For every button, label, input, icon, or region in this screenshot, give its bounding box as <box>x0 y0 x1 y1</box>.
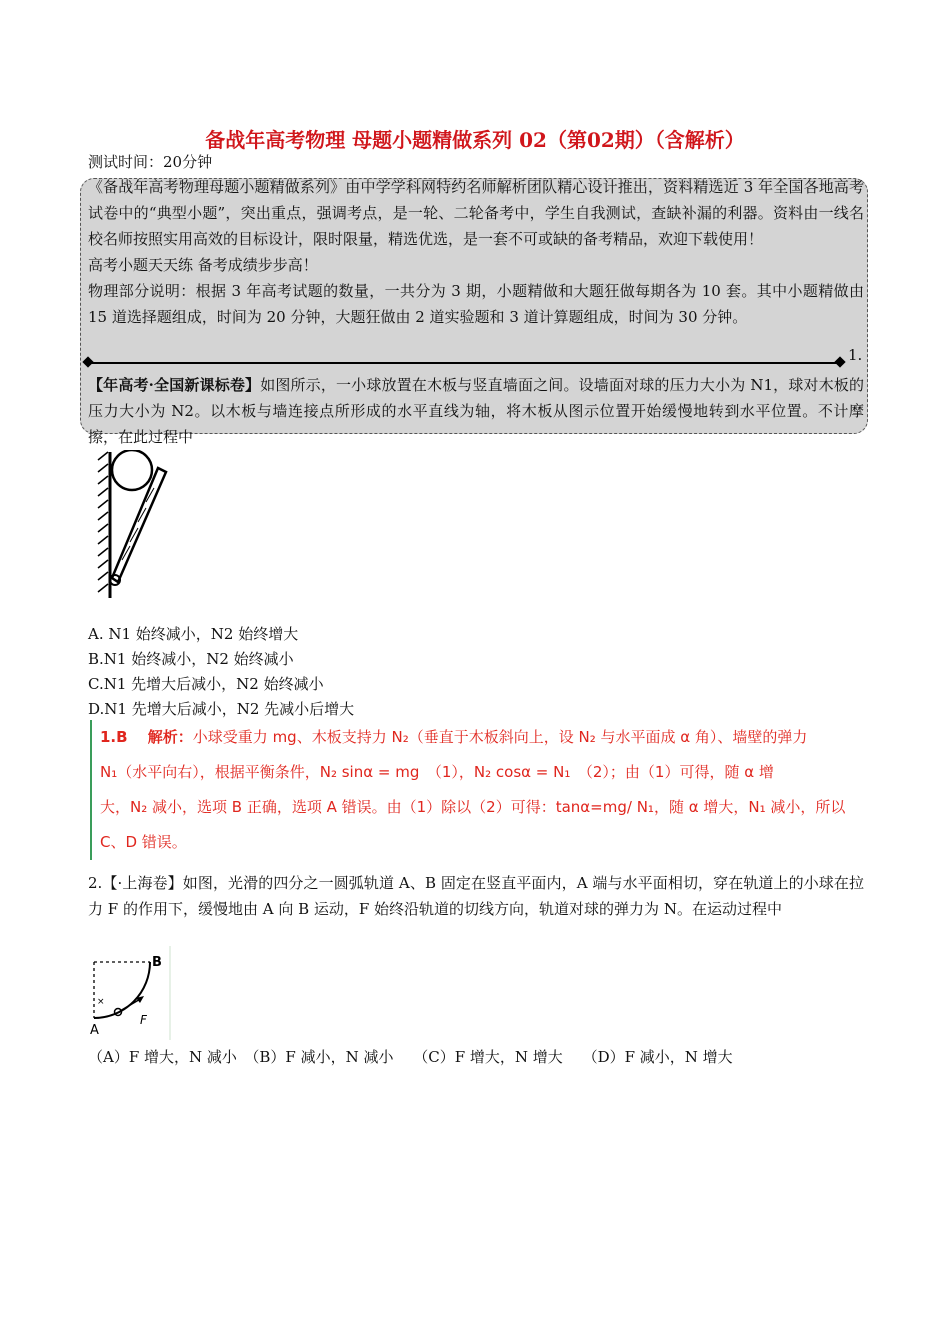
option-d: D.N1 先增大后减小，N2 先减小后增大 <box>88 700 355 718</box>
answer-line-1 <box>100 720 860 755</box>
question-1-answer <box>90 720 860 860</box>
option-a: A. N1 始终减小，N2 始终增大 <box>88 625 299 643</box>
intro-text <box>88 174 864 330</box>
label-a: A <box>90 1023 99 1038</box>
question-1-source: 【年高考·全国新课标卷】 <box>88 376 261 394</box>
question-2-text <box>88 870 864 922</box>
question-2-options: （A）F 增大，N 减小 （B）F 减小，N 减小 （C）F 增大，N 增大 （D）F 减小，N 增大 <box>88 1048 733 1066</box>
intro-paragraph-1: 《备战年高考物理母题小题精做系列》由中学学科网特约名师解析团队精心设计推出，资料精选近 3 年全国各地高考试卷中的“典型小题”，突出重点，强调考点，是一轮、二轮备考中，学生自我测试，查缺补漏的利器。资料由一线名校名师按照实用高效的目标设计，限时限量，精选优选，是一套不可或缺的备考精品，欢迎下载使用！ <box>88 178 864 248</box>
label-b: B <box>152 955 162 970</box>
question-2-figure <box>86 946 174 1040</box>
question-1-body: 如图所示，一小球放置在木板与竖直墙面之间。设墙面对球的压力大小为 N1，球对木板的压力大小为 N2。以木板与墙连接点所形成的水平直线为轴，将木板从图示位置开始缓慢地转到水平位置。不计摩擦，在此过程中 <box>88 376 864 446</box>
test-time: 测试时间：20分钟 <box>88 153 213 171</box>
label-f: F <box>140 1013 147 1027</box>
svg-text:×: × <box>97 997 105 1007</box>
answer-line-1-text: 小球受重力 mg、木板支持力 N₂（垂直于木板斜向上，设 N₂ 与水平面成 α 角）、墙壁的弹力 <box>192 728 808 746</box>
answer-line-3: 大，N₂ 减小，选项 B 正确，选项 A 错误。由（1）除以（2）可得：tanα=mg/ N₁，随 α 增大，N₁ 减小，所以 <box>100 798 846 816</box>
answer-line-4: C、D 错误。 <box>100 833 187 851</box>
question-1-options <box>88 622 354 722</box>
question-2-source: 【·上海卷】 <box>102 874 183 892</box>
divider-rule <box>88 362 840 364</box>
answer-line-2: N₁（水平向右），根据平衡条件，N₂ sinα = mg （1），N₂ cosα = N₁ （2）；由（1）可得，随 α 增 <box>100 763 774 781</box>
question-1-figure <box>96 450 176 600</box>
intro-paragraph-2: 高考小题天天练 备考成绩步步高！ <box>88 256 318 274</box>
question-2-body: 如图，光滑的四分之一圆弧轨道 A、B 固定在竖直平面内，A 端与水平面相切，穿在轨道上的小球在拉力 F 的作用下，缓慢地由 A 向 B 运动，F 始终沿轨道的切线方向，轨道对球的弹力为 N。在运动过程中 <box>88 874 864 918</box>
option-b: B.N1 始终减小，N2 始终减小 <box>88 650 294 668</box>
option-c: C.N1 先增大后减小，N2 始终减小 <box>88 675 324 693</box>
question-1-number: 1. <box>848 346 863 364</box>
question-2-number: 2. <box>88 874 103 892</box>
intro-paragraph-3: 物理部分说明：根据 3 年高考试题的数量，一共分为 3 期，小题精做和大题狂做每期各为 10 套。其中小题精做由 15 道选择题组成，时间为 20 分钟，大题狂做由 2 道实验题和 3 道计算题组成，时间为 30 分钟。 <box>88 282 864 326</box>
question-1-text <box>88 372 864 450</box>
answer-label: 1.B 解析： <box>100 728 193 746</box>
document-title: 备战年高考物理 母题小题精做系列 02（第02期）（含解析） <box>205 128 745 152</box>
